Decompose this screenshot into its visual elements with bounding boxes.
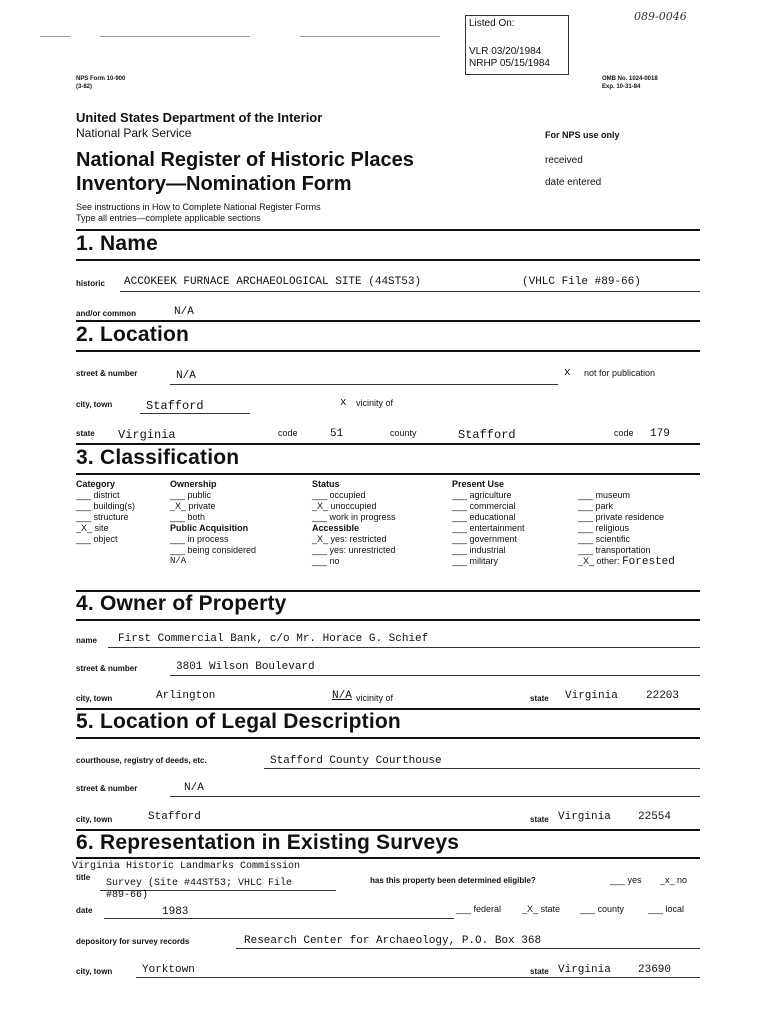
accessible-unrestricted: ___ yes: unrestricted	[312, 545, 396, 555]
nps-use-only: For NPS use only	[545, 130, 620, 140]
section-rule	[76, 350, 700, 352]
vhlc-file-value: (VHLC File #89-66)	[522, 276, 641, 288]
county-label: county	[390, 428, 417, 438]
owner-city-value: Arlington	[156, 690, 216, 702]
accessible-header: Accessible	[312, 523, 360, 533]
accessible-restricted: _X_ yes: restricted	[312, 534, 387, 544]
handwritten-number: 089-0046	[634, 10, 687, 23]
present-use-header: Present Use	[452, 479, 505, 489]
eligible-yes: ___ yes	[610, 875, 642, 885]
owner-name-label: name	[76, 636, 97, 645]
depository-state-label: state	[530, 967, 549, 976]
legal-city-value: Stafford	[148, 811, 201, 823]
section-rule	[76, 229, 700, 231]
ownership-public: ___ public	[170, 490, 212, 500]
not-for-publication-label: not for publication	[584, 368, 656, 378]
city-town-label: city, town	[76, 400, 113, 409]
ownership-both: ___ both	[170, 512, 206, 522]
owner-vicinity-label: vicinity of	[356, 693, 394, 703]
field-line	[104, 918, 454, 919]
omb-number: OMB No. 1024-0018	[602, 76, 658, 82]
status-occupied: ___ occupied	[312, 490, 366, 500]
county-code-value: 179	[650, 428, 670, 440]
use-other-label: other:	[596, 556, 620, 566]
category-structure: ___ structure	[76, 512, 129, 522]
survey-date-label: date	[76, 906, 93, 915]
ownership-header: Ownership	[170, 479, 217, 489]
status-work-in-progress: ___ work in progress	[312, 512, 396, 522]
section-rule	[76, 857, 700, 859]
street-number-value: N/A	[176, 370, 196, 382]
status-unoccupied: _X_ unoccupied	[312, 501, 377, 511]
scan-line	[40, 36, 70, 37]
nrhp-date: NRHP 05/15/1984	[469, 58, 550, 69]
county-value: Stafford	[458, 428, 516, 442]
courthouse-value: Stafford County Courthouse	[270, 755, 442, 767]
field-line	[264, 768, 700, 769]
use-other-value: Forested	[622, 556, 675, 568]
section-rule	[76, 737, 700, 739]
state-code-value: 51	[330, 428, 344, 440]
use-entertainment: ___ entertainment	[452, 523, 525, 533]
depository-city-label: city, town	[76, 967, 113, 976]
received-label: received	[545, 155, 583, 166]
use-other-mark: _X_	[578, 556, 595, 566]
depository-label: depository for survey records	[76, 937, 190, 946]
use-scientific: ___ scientific	[578, 534, 631, 544]
common-name-value: N/A	[174, 306, 194, 318]
level-state: _X_ state	[522, 904, 561, 914]
status-header: Status	[312, 479, 340, 489]
level-local: ___ local	[648, 904, 685, 914]
section-1-heading: 1. Name	[76, 232, 158, 255]
historic-name-value: ACCOKEEK FURNACE ARCHAEOLOGICAL SITE (44ST53)	[124, 276, 422, 288]
survey-title-label: title	[76, 873, 91, 882]
use-private-residence: ___ private residence	[578, 512, 665, 522]
acquisition-na: N/A	[170, 556, 187, 566]
service-name: National Park Service	[76, 126, 192, 140]
section-rule	[76, 443, 700, 445]
category-column	[76, 479, 135, 545]
nps-form-revision: (3-82)	[76, 84, 93, 90]
listed-on-label: Listed On:	[469, 18, 515, 29]
city-town-value: Stafford	[146, 399, 204, 413]
legal-state-value: Virginia	[558, 811, 611, 823]
level-federal: ___ federal	[456, 904, 502, 914]
section-rule	[76, 320, 700, 322]
section-rule	[76, 619, 700, 621]
use-museum: ___ museum	[578, 490, 631, 500]
section-2-heading: 2. Location	[76, 323, 190, 346]
field-line	[140, 413, 250, 414]
public-acquisition-header: Public Acquisition	[170, 523, 249, 533]
ownership-column	[170, 479, 256, 567]
county-code-label: code	[614, 428, 634, 438]
category-site: _X_ site	[76, 523, 109, 533]
acquisition-in-process: ___ in process	[170, 534, 229, 544]
listed-on-stamp	[465, 15, 569, 75]
common-name-label: and/or common	[76, 309, 137, 318]
eligible-question: has this property been determined eligible?	[370, 876, 536, 885]
street-number-label: street & number	[76, 369, 138, 378]
legal-state-label: state	[530, 815, 549, 824]
field-line	[120, 291, 700, 292]
section-rule	[76, 259, 700, 261]
owner-vicinity-value: N/A	[332, 690, 352, 702]
status-column	[312, 479, 396, 567]
nps-form-number: NPS Form 10-900	[76, 76, 126, 82]
section-rule	[76, 473, 700, 475]
use-industrial: ___ industrial	[452, 545, 506, 555]
present-use-column-2	[578, 490, 675, 568]
form-title-line2: Inventory—Nomination Form	[76, 173, 352, 195]
use-religious: ___ religious	[578, 523, 630, 533]
use-park: ___ park	[578, 501, 614, 511]
instructions-text: See instructions in How to Complete National Register Forms	[76, 202, 321, 212]
use-government: ___ government	[452, 534, 518, 544]
vlr-date: VLR 03/20/1984	[469, 46, 542, 57]
section-5-heading: 5. Location of Legal Description	[76, 710, 401, 733]
scan-line	[100, 36, 250, 37]
category-header: Category	[76, 479, 116, 489]
owner-state-value: Virginia	[565, 690, 618, 702]
state-label: state	[76, 429, 95, 438]
section-6-heading: 6. Representation in Existing Surveys	[76, 831, 460, 854]
department-name: United States Department of the Interior	[76, 110, 323, 125]
field-line	[108, 647, 700, 648]
survey-title-line2: Survey (Site #44ST53; VHLC File	[106, 878, 293, 889]
ownership-private: _X_ private	[170, 501, 216, 511]
field-line	[136, 977, 700, 978]
section-4-heading: 4. Owner of Property	[76, 592, 287, 615]
depository-zip: 23690	[638, 964, 672, 976]
state-value: Virginia	[118, 428, 176, 442]
omb-expiration: Exp. 10-31-84	[602, 84, 641, 90]
vicinity-mark: x	[340, 397, 347, 409]
use-educational: ___ educational	[452, 512, 516, 522]
legal-zip: 22554	[638, 811, 672, 823]
courthouse-label: courthouse, registry of deeds, etc.	[76, 756, 207, 765]
type-all-text: Type all entries—complete applicable sections	[76, 213, 261, 223]
owner-street-value: 3801 Wilson Boulevard	[176, 661, 315, 673]
field-line	[170, 796, 700, 797]
state-code-label: code	[278, 428, 298, 438]
eligible-no: _x_ no	[660, 875, 688, 885]
field-line	[170, 384, 558, 385]
use-agriculture: ___ agriculture	[452, 490, 512, 500]
field-line	[236, 948, 700, 949]
legal-street-label: street & number	[76, 784, 138, 793]
category-district: ___ district	[76, 490, 120, 500]
depository-state-value: Virginia	[558, 964, 611, 976]
category-buildings: ___ building(s)	[76, 501, 136, 511]
scan-line	[300, 36, 440, 37]
legal-city-label: city, town	[76, 815, 113, 824]
owner-zip: 22203	[646, 690, 680, 702]
date-entered-label: date entered	[545, 177, 602, 188]
owner-city-label: city, town	[76, 694, 113, 703]
level-county: ___ county	[580, 904, 625, 914]
owner-state-label: state	[530, 694, 549, 703]
survey-title-line1: Virginia Historic Landmarks Commission	[72, 861, 301, 872]
use-other	[578, 556, 675, 568]
legal-street-value: N/A	[184, 782, 204, 794]
vicinity-label: vicinity of	[356, 398, 394, 408]
survey-title-line3: #89-66)	[106, 890, 149, 901]
use-transportation: ___ transportation	[578, 545, 651, 555]
form-title-line1: National Register of Historic Places	[76, 149, 414, 171]
survey-date-value: 1983	[162, 906, 189, 918]
depository-city-value: Yorktown	[142, 964, 195, 976]
present-use-column	[452, 479, 525, 567]
owner-name-value: First Commercial Bank, c/o Mr. Horace G. Schief	[118, 633, 429, 645]
category-object: ___ object	[76, 534, 118, 544]
owner-street-label: street & number	[76, 664, 138, 673]
field-line	[170, 675, 700, 676]
not-for-publication-mark: x	[564, 367, 571, 379]
depository-value: Research Center for Archaeology, P.O. Box 368	[244, 935, 542, 947]
historic-label: historic	[76, 279, 105, 288]
section-3-heading: 3. Classification	[76, 446, 240, 469]
acquisition-being-considered: ___ being considered	[170, 545, 257, 555]
accessible-no: ___ no	[312, 556, 340, 566]
use-military: ___ military	[452, 556, 499, 566]
use-commercial: ___ commercial	[452, 501, 516, 511]
